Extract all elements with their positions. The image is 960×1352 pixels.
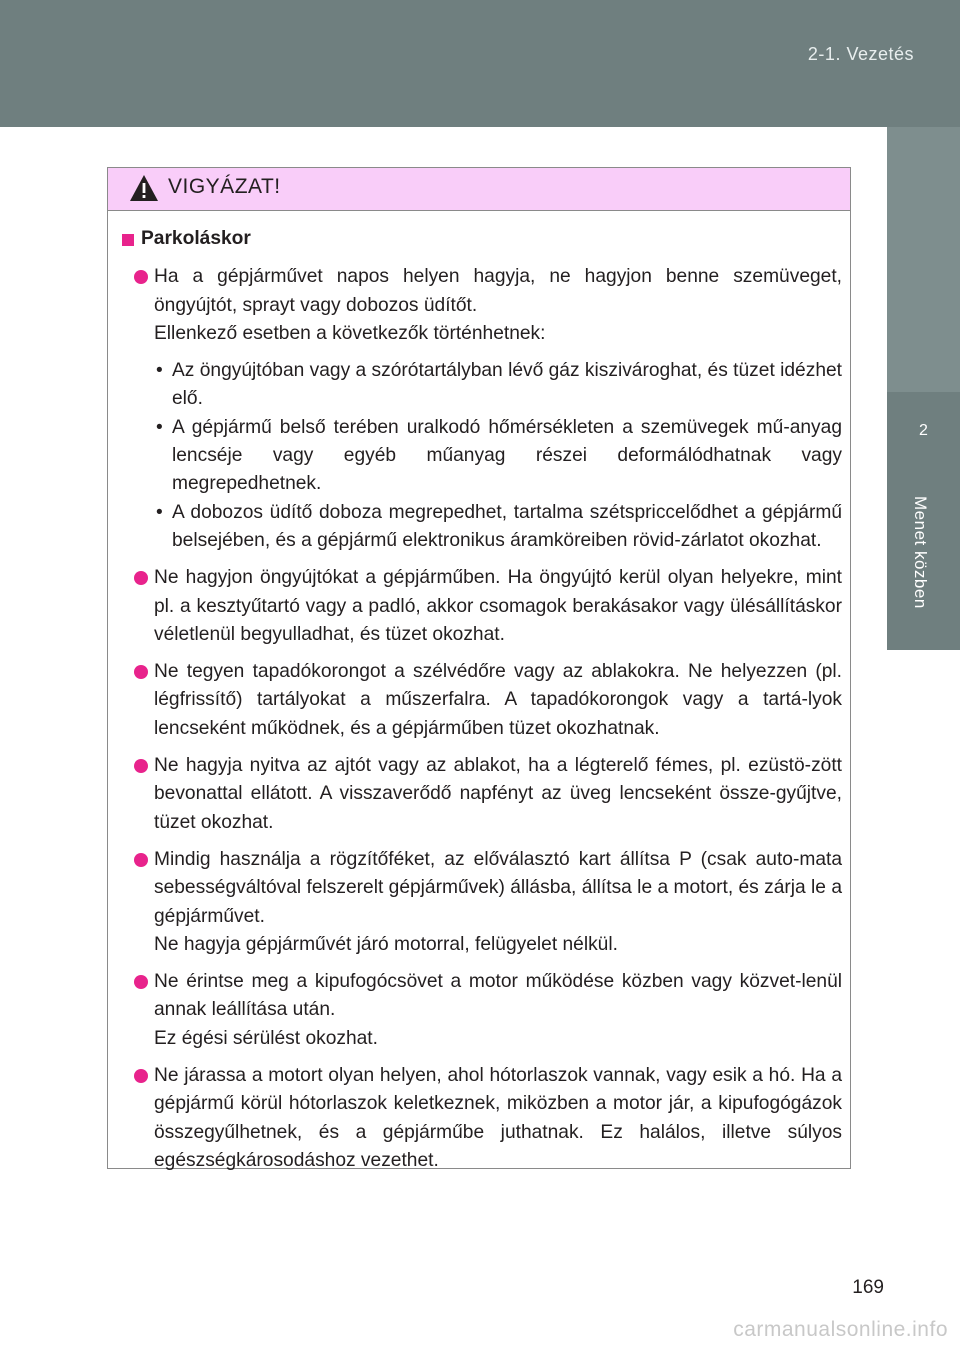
item-text: Ne hagyjon öngyújtókat a gépjárműben. Ha öngyújtó kerül olyan helyekre, mint pl. a kesztyűtartó vagy a padló, akkor csomagok berakásakor vagy ülésállításkor véletlenül begyulladhat, és tüzet okozhat. xyxy=(154,567,842,645)
circle-bullet-icon xyxy=(134,853,148,867)
item-text: Mindig használja a rögzítőféket, az előválasztó kart állítsa P (csak auto-mata sebességváltóval felszerelt gépjárművek) állásba, állítsa le a motort, és zárja le a gépjárművet. xyxy=(154,848,842,927)
watermark: carmanualsonline.info xyxy=(733,1318,948,1341)
warning-header xyxy=(108,168,850,211)
circle-bullet-icon xyxy=(134,270,148,284)
list-item xyxy=(122,968,842,1053)
sub-bullet: • A gépjármű belső terében uralkodó hőmérsékleten a szemüvegek mű-anyag lencséje vagy egyéb műanyag részei deformálódhatnak vagy megrepedhetnek. xyxy=(156,416,842,495)
warning-title: VIGYÁZAT! xyxy=(168,175,281,198)
item-text: Ne tegyen tapadókorongot a szélvédőre vagy az ablakokra. Ne helyezzen (pl. légfrissítő) tartályokat a műszerfalra. A tapadókorongok vagy a tartá-lyok lencseként működnek, és a gépjárműben tüzet okozhatnak. xyxy=(154,661,842,739)
section-title: 2-1. Vezetés xyxy=(807,44,914,64)
warning-body xyxy=(108,211,850,1175)
circle-bullet-icon xyxy=(134,571,148,585)
list-item xyxy=(122,263,842,555)
page-number: 169 xyxy=(852,1277,884,1298)
list-item xyxy=(122,564,842,649)
warning-box xyxy=(107,167,851,1169)
circle-bullet-icon xyxy=(134,975,148,989)
item-text: Ha a gépjárművet napos helyen hagyja, ne hagyjon benne szemüveget, öngyújtót, sprayt vagy dobozos üdítőt. xyxy=(154,266,842,316)
warning-subheading xyxy=(122,225,842,253)
list-item xyxy=(122,752,842,837)
item-text: Ne hagyja gépjárművét járó motorral, felügyelet nélkül. xyxy=(154,933,618,955)
item-text: Ellenkező esetben a következők történhetnek: xyxy=(154,322,546,344)
list-item xyxy=(122,1062,842,1175)
circle-bullet-icon xyxy=(134,1069,148,1083)
sub-bullet: • A dobozos üdítő doboza megrepedhet, tartalma szétspriccelődhet a gépjármű belsejében, és a gépjármű elektronikus áramköreiben rövid-zárlatot okozhat. xyxy=(156,501,842,551)
top-header-band xyxy=(0,0,960,127)
side-tab-spacer xyxy=(887,127,960,392)
circle-bullet-icon xyxy=(134,665,148,679)
chapter-side-tab xyxy=(887,392,960,650)
item-text: Ne járassa a motort olyan helyen, ahol hótorlaszok vannak, vagy esik a hó. Ha a gépjármű körül hótorlaszok keletkeznek, miközben a motor jár, a kipufogógázok összegyűlhetnek, és a gépjárműbe juthatnak. Ez halálos, illetve súlyos egészségkárosodáshoz vezethet. xyxy=(154,1065,842,1171)
item-text: Ez égési sérülést okozhat. xyxy=(154,1027,378,1049)
square-bullet-icon xyxy=(122,234,134,246)
item-text: Ne hagyja nyitva az ajtót vagy az ablakot, ha a légterelő fémes, pl. ezüstö-zött bevonattal ellátott. A visszaverődő napfényt az üveg lencseként össze-gyűjtve, tüzet okozhat. xyxy=(154,755,842,833)
sub-bullet-list xyxy=(154,357,842,555)
list-item xyxy=(122,846,842,959)
circle-bullet-icon xyxy=(134,759,148,773)
warning-triangle-icon xyxy=(128,173,160,203)
sub-bullet: • Az öngyújtóban vagy a szórótartályban lévő gáz kiszivároghat, és tüzet idézhet elő. xyxy=(156,360,842,410)
subheading-text: Parkoláskor xyxy=(141,228,251,249)
chapter-number: 2 xyxy=(919,422,928,439)
chapter-label: Menet közben xyxy=(911,496,930,609)
item-text: Ne érintse meg a kipufogócsövet a motor működése közben vagy közvet-lenül annak leállítása után. xyxy=(154,971,842,1021)
list-item xyxy=(122,658,842,743)
